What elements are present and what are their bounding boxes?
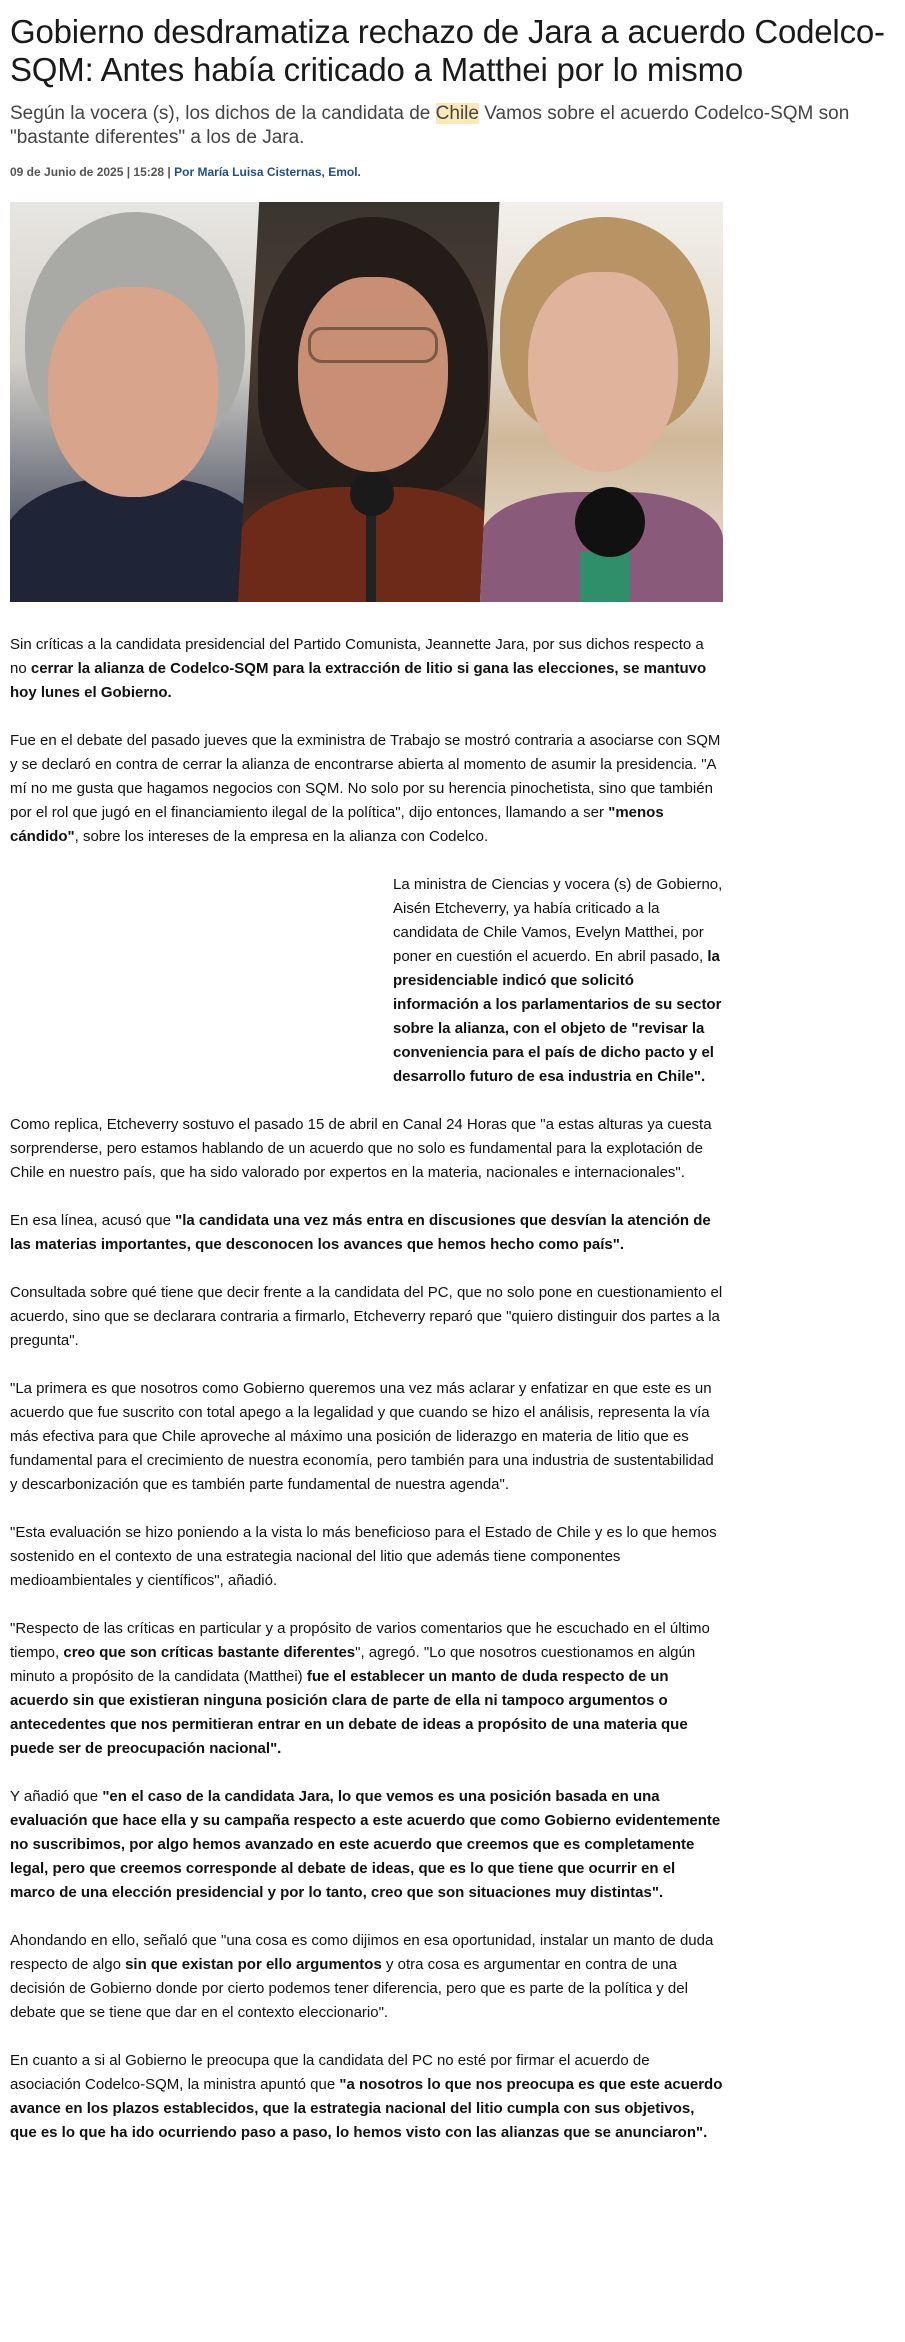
- aside-paragraph: La ministra de Ciencias y vocera (s) de Gobierno, Aisén Etcheverry, ya había criticado a la candidata de Chile Vamos, Evelyn Matthei, por poner en cuestión el acuerdo. En abril pasado, la presidenciable indicó que solicitó información a los parlamentarios de su sector sobre la alianza, con el objeto de "revisar la conveniencia para el país de dicho pacto y el desarrollo futuro de esa industria en Chile".: [393, 876, 723, 1085]
- paragraph: Ahondando en ello, señaló que "una cosa es como dijimos en esa oportunidad, instalar un manto de duda respecto de algo sin que existan por ello argumentos y otra cosa es argumentar en contra de una decisión de Gobierno donde por cierto podemos tener diferencia, pero que es parte de la política y del debate que se tiene que dar en el contexto eleccionario".: [10, 1932, 714, 2021]
- article-subtitle: [10, 102, 895, 150]
- paragraph: Sin críticas a la candidata presidencial del Partido Comunista, Jeannette Jara, por sus dichos respecto a no cerrar la alianza de Codelco-SQM para la extracción de litio si gana las elecciones, se mantuvo hoy lunes el Gobierno.: [10, 636, 707, 701]
- article-title: Gobierno desdramatiza rechazo de Jara a acuerdo Codelco-SQM: Antes había criticado a Matthei por lo mismo: [10, 13, 885, 88]
- article-date: 09 de Junio de 2025 | 15:28 |: [10, 165, 175, 179]
- paragraph: Como replica, Etcheverry sostuvo el pasado 15 de abril en Canal 24 Horas que "a estas alturas ya cuesta sorprenderse, pero estamos hablando de un acuerdo que no solo es fundamental para la explotación de Chile en nuestro país, que ha sido valorado por expertos en la materia, nacionales e internacionales".: [10, 1116, 712, 1181]
- subtitle-text: Según la vocera (s), los dichos de la candidata de: [10, 103, 436, 124]
- paragraph: "Esta evaluación se hizo poniendo a la vista lo más beneficioso para el Estado de Chile y es lo que hemos sostenido en el contexto de una estrategia nacional del litio que además tiene componentes medioambientales y científicos", añadió.: [10, 1524, 717, 1589]
- article-photo: [10, 202, 723, 602]
- paragraph: "Respecto de las críticas en particular y a propósito de varios comentarios que he escuchado en el último tiempo, creo que son críticas bastante diferentes", agregó. "Lo que nosotros cuestionamos en algún minuto a propósito de la candidata (Matthei) fue el establecer un manto de duda respecto de un acuerdo sin que existieran ninguna posición clara de parte de ella ni tampoco argumentos o antecedentes que nos permitieran entrar en un debate de ideas a propósito de una materia que puede ser de preocupación nacional".: [10, 1620, 710, 1757]
- byline: [10, 165, 895, 179]
- paragraph: Y añadió que "en el caso de la candidata Jara, lo que vemos es una posición basada en una evaluación que hace ella y su campaña respecto a este acuerdo que como Gobierno evidentemente no suscribimos, por algo hemos avanzado en este acuerdo que creemos que es completamente legal, pero que creemos corresponde al debate de ideas, que es lo que tiene que ocurrir en el marco de una elección presidencial y por lo tanto, creo que son situaciones muy distintas".: [10, 1788, 721, 1901]
- paragraph: En cuanto a si al Gobierno le preocupa que la candidata del PC no esté por firmar el acuerdo de asociación Codelco-SQM, la ministra apuntó que "a nosotros lo que nos preocupa es que este acuerdo avance en los plazos establecidos, que la estrategia nacional del litio cumpla con sus objetivos, que es lo que ha ido ocurriendo paso a paso, lo hemos visto con las alianzas que se anunciaron".: [10, 2052, 723, 2141]
- photo-panel-matthei: [480, 202, 723, 602]
- microphone-icon: [350, 472, 394, 516]
- microphone-icon: [575, 487, 645, 557]
- photo-panel-jara: [10, 202, 262, 602]
- subtitle-text-end: Vamos sobre el acuerdo Codelco-SQM son "bastante diferentes" a los de Jara.: [10, 103, 850, 148]
- author-link[interactable]: Por María Luisa Cisternas, Emol.: [174, 165, 361, 179]
- paragraph: "La primera es que nosotros como Gobierno queremos una vez más aclarar y enfatizar en que este es un acuerdo que fue suscrito con total apego a la legalidad y que cuando se hizo el análisis, representa la vía más efectiva para que Chile aproveche al máximo una posición de liderazgo en materia de litio que es fundamental para el crecimiento de nuestra economía, pero también para una industria de sustentabilidad y descarbonización que es también parte fundamental de nuestra agenda".: [10, 1380, 714, 1493]
- paragraph: En esa línea, acusó que "la candidata una vez más entra en discusiones que desvían la atención de las materias importantes, que desconocen los avances que hemos hecho como país".: [10, 1212, 711, 1253]
- subtitle-highlight: Chile: [435, 103, 479, 124]
- paragraph: Consultada sobre qué tiene que decir frente a la candidata del PC, que no solo pone en cuestionamiento el acuerdo, sino que se declarara contraria a firmarlo, Etcheverry reparó que "quiero distinguir dos partes a la pregunta".: [10, 1284, 723, 1349]
- article-body: [10, 633, 723, 2145]
- paragraph: Fue en el debate del pasado jueves que la exministra de Trabajo se mostró contraria a asociarse con SQM y se declaró en contra de cerrar la alianza de encontrarse abierta al momento de asumir la presidencia. "A mí no me gusta que hagamos negocios con SQM. No solo por su herencia pinochetista, sino que también por el rol que jugó en el financiamiento ilegal de la política", dijo entonces, llamando a ser "menos cándido", sobre los intereses de la empresa en la alianza con Codelco.: [10, 732, 721, 845]
- photo-panel-etcheverry: [238, 202, 503, 602]
